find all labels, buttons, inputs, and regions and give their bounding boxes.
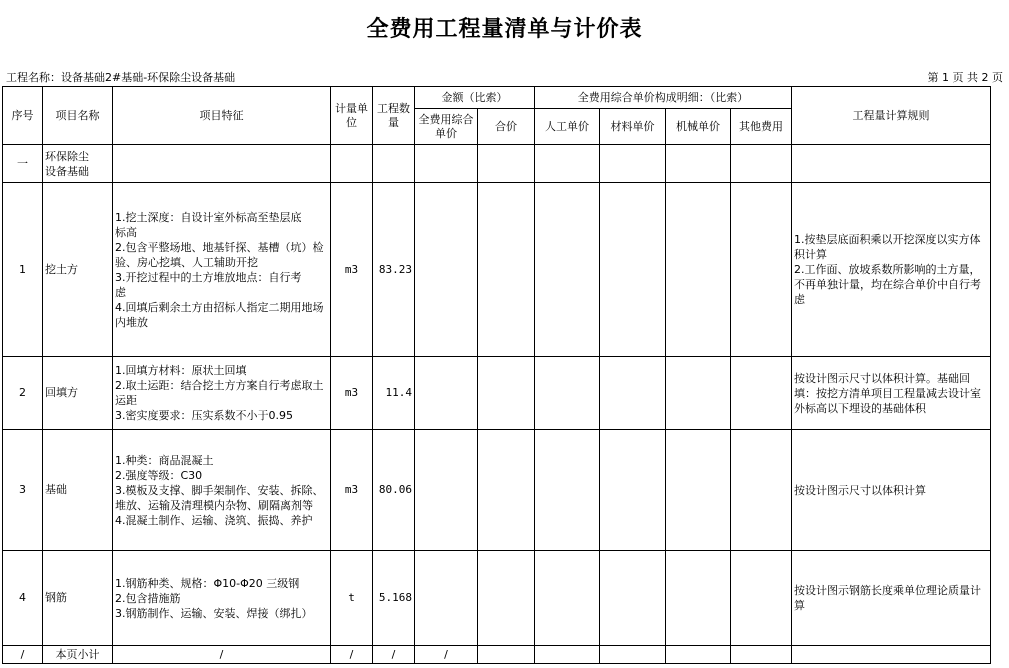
row-name: 回填方 (43, 357, 113, 430)
row-seq: 3 (3, 430, 43, 551)
table-row (3, 551, 991, 646)
row-qty: 80.06 (373, 430, 415, 551)
row-seq: 1 (3, 183, 43, 357)
row-name: 挖土方 (43, 183, 113, 357)
row-name: 基础 (43, 430, 113, 551)
row-rule: 按设计图示尺寸以体积计算。基础回填：按挖方清单项目工程量减去设计室外标高以下埋设的基础体积 (792, 357, 991, 430)
subtotal-unit: / (331, 646, 373, 664)
row-qty: 5.168 (373, 551, 415, 646)
header-name: 项目名称 (43, 87, 113, 145)
row-rule: 1.按垫层底面积乘以开挖深度以实方体积计算 2.工作面、放坡系数所影响的土方量，不再单独计量，均在综合单价中自行考虑 (792, 183, 991, 357)
row-unit: m3 (331, 183, 373, 357)
header-features: 项目特征 (113, 87, 331, 145)
subtotal-seq: / (3, 646, 43, 664)
section-row (3, 145, 991, 183)
header-qty: 工程数量 (373, 87, 415, 145)
header-total-price: 合价 (478, 109, 535, 145)
row-seq: 4 (3, 551, 43, 646)
section-name: 环保除尘 设备基础 (43, 145, 113, 183)
header-machine: 机械单价 (666, 109, 731, 145)
row-qty: 11.4 (373, 357, 415, 430)
table-row (3, 183, 991, 357)
header-rule: 工程量计算规则 (792, 87, 991, 145)
header-breakdown-group: 全费用综合单价构成明细：（比索） (535, 87, 792, 109)
subtotal-row (3, 646, 991, 664)
header-other: 其他费用 (731, 109, 792, 145)
row-qty: 83.23 (373, 183, 415, 357)
row-unit: m3 (331, 357, 373, 430)
page-info: 第 1 页 共 2 页 (927, 71, 1003, 84)
table-row (3, 357, 991, 430)
subtotal-name: 本页小计 (43, 646, 113, 664)
row-unit: m3 (331, 430, 373, 551)
row-unit: t (331, 551, 373, 646)
pricing-table (2, 86, 991, 664)
subtotal-features: / (113, 646, 331, 664)
row-features: 1.回填方材料：原状土回填 2.取土运距：结合挖土方方案自行考虑取土运距 3.密实度要求：压实系数不小于0.95 (113, 357, 331, 430)
header-amount-group: 金额（比索） (415, 87, 535, 109)
row-seq: 2 (3, 357, 43, 430)
row-features: 1.种类：商品混凝土 2.强度等级：C30 3.模板及支撑、脚手架制作、安装、拆除、堆放、运输及清理模内杂物、刷隔离剂等 4.混凝土制作、运输、浇筑、振捣、养护 (113, 430, 331, 551)
header-full-unit-price: 全费用综合单价 (415, 109, 478, 145)
project-name: 工程名称：设备基础2#基础-环保除尘设备基础 (6, 71, 236, 84)
subtotal-full-unit-price: / (415, 646, 478, 664)
row-rule: 按设计图示钢筋长度乘单位理论质量计算 (792, 551, 991, 646)
row-name: 钢筋 (43, 551, 113, 646)
header-seq: 序号 (3, 87, 43, 145)
header-labor: 人工单价 (535, 109, 600, 145)
header-unit: 计量单位 (331, 87, 373, 145)
table-row (3, 430, 991, 551)
section-seq: 一 (3, 145, 43, 183)
row-features: 1.钢筋种类、规格：Φ10-Φ20 三级钢 2.包含措施筋 3.钢筋制作、运输、安装、焊接（绑扎） (113, 551, 331, 646)
row-features: 1.挖土深度：自设计室外标高至垫层底 标高 2.包含平整场地、地基钎探、基槽（坑）检验、房心挖填、人工辅助开挖 3.开挖过程中的土方堆放地点：自行考 虑 4.回填后剩余土方由招标人指定二期用地场内堆放 (113, 183, 331, 357)
header-row-1 (3, 87, 991, 109)
page-title: 全费用工程量清单与计价表 (366, 16, 643, 42)
subtotal-qty: / (373, 646, 415, 664)
row-rule: 按设计图示尺寸以体积计算 (792, 430, 991, 551)
header-material: 材料单价 (600, 109, 666, 145)
